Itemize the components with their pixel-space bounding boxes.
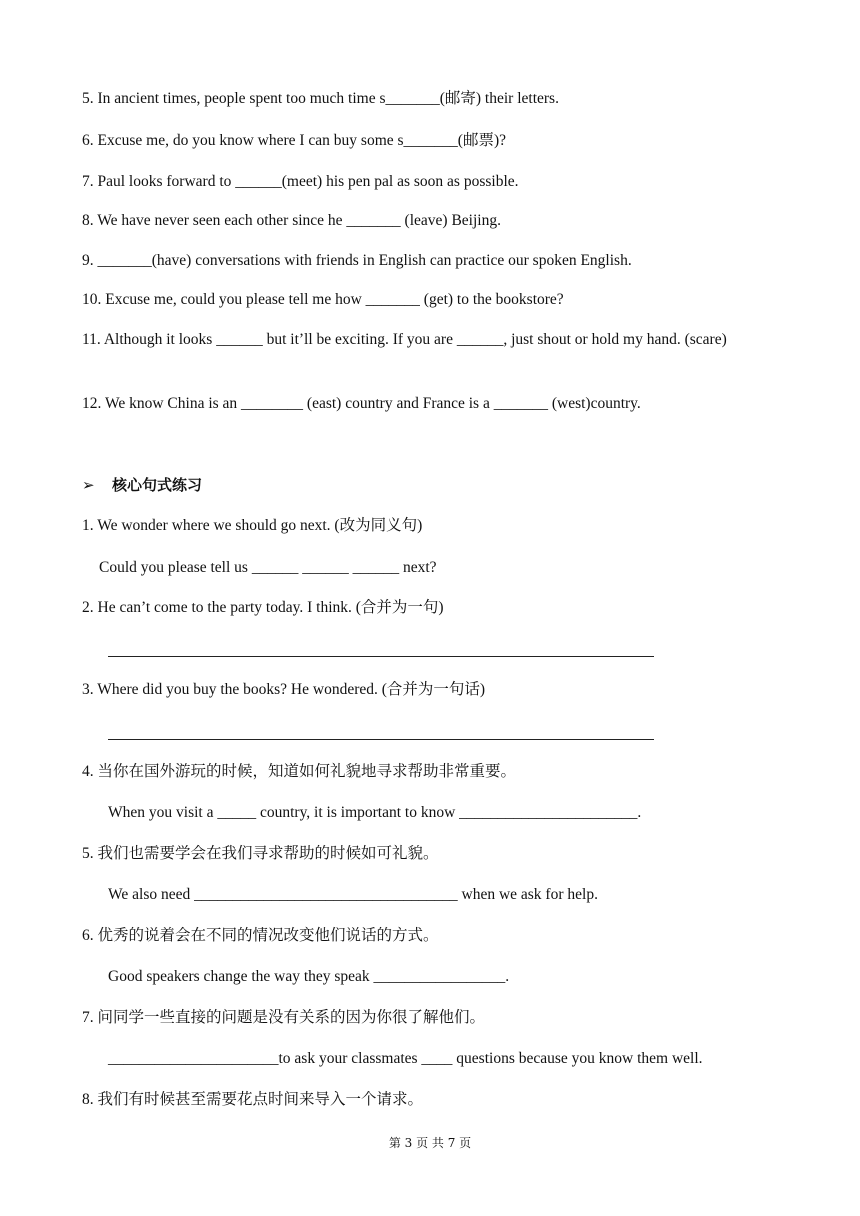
sentence-8-question: 8. 我们有时候甚至需要花点时间来导入一个请求。 <box>82 1091 424 1108</box>
sentence-7-question: 7. 问同学一些直接的问题是没有关系的因为你很了解他们。 <box>82 1009 486 1026</box>
sentence-6-question: 6. 优秀的说着会在不同的情况改变他们说话的方式。 <box>82 927 439 944</box>
fill-item-7: 7. Paul looks forward to ______(meet) his pen pal as soon as possible. <box>82 173 519 190</box>
fill-item-9: 9. _______(have) conversations with friends in English can practice our spoken English. <box>82 252 632 269</box>
sentence-3-question: 3. Where did you buy the books? He wondered. (合并为一句话) <box>82 681 486 698</box>
fill-item-5: 5. In ancient times, people spent too much time s_______(邮寄) their letters. <box>82 90 559 107</box>
sentence-4-question: 4. 当你在国外游玩的时候，知道如何礼貌地寻求帮助非常重要。 <box>82 763 517 780</box>
sentence-5-question: 5. 我们也需要学会在我们寻求帮助的时候如可礼貌。 <box>82 845 439 862</box>
fill-item-10: 10. Excuse me, could you please tell me how _______ (get) to the bookstore? <box>82 291 564 308</box>
fill-item-11: 11. Although it looks ______ but it’ll be exciting. If you are ______, just shout or hold my hand. (scare) <box>82 331 727 348</box>
sentence-1-answer: Could you please tell us ______ ______ ______ next? <box>99 559 437 576</box>
answer-line-2 <box>108 656 654 657</box>
fill-item-6: 6. Excuse me, do you know where I can buy some s_______(邮票)? <box>82 132 507 149</box>
section-heading <box>82 474 202 495</box>
sentence-1-question: 1. We wonder where we should go next. (改为同义句) <box>82 517 423 534</box>
sentence-5-answer: We also need __________________________________ when we ask for help. <box>108 886 598 903</box>
fill-item-8: 8. We have never seen each other since he _______ (leave) Beijing. <box>82 212 501 229</box>
answer-line-3 <box>108 739 654 740</box>
page-footer: 第 3 页 共 7 页 <box>388 1136 472 1150</box>
sentence-2-question: 2. He can’t come to the party today. I think. (合并为一句) <box>82 599 444 616</box>
fill-item-12: 12. We know China is an ________ (east) country and France is a _______ (west)country. <box>82 395 641 412</box>
section-title: 核心句式练习 <box>112 476 203 494</box>
sentence-6-answer: Good speakers change the way they speak _________________. <box>108 968 510 985</box>
arrow-bullet-icon: ➢ <box>82 476 95 494</box>
sentence-4-answer: When you visit a _____ country, it is important to know _______________________. <box>108 804 642 821</box>
sentence-7-answer: ______________________to ask your classmates ____ questions because you know them well. <box>108 1050 703 1067</box>
